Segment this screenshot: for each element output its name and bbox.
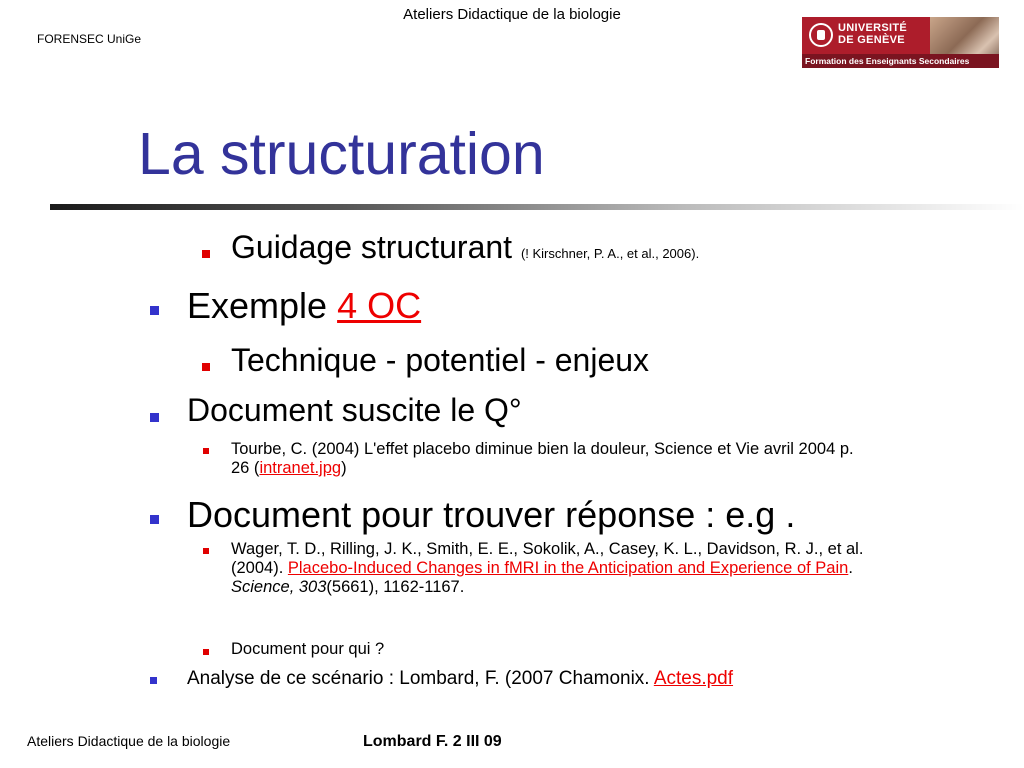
list-item-analyse: Analyse de ce scénario : Lombard, F. (2007 Chamonix. Actes.pdf — [187, 668, 734, 689]
link-4-oc[interactable]: 4 OC — [337, 285, 422, 326]
logo-band-text: Formation des Enseignants Secondaires — [802, 54, 999, 68]
bullet-square-icon — [202, 363, 210, 371]
footer-course-label: Ateliers Didactique de la biologie — [27, 733, 231, 749]
list-item-document-pour-qui: Document pour qui ? — [231, 640, 385, 658]
link-intranet-jpg[interactable]: intranet.jpg — [259, 458, 342, 477]
citation-note: (! Kirschner, P. A., et al., 2006). — [520, 246, 700, 261]
link-actes-pdf[interactable]: Actes.pdf — [653, 668, 734, 689]
bullet-square-icon — [203, 649, 209, 655]
university-logo — [802, 17, 999, 68]
bullet-square-icon — [203, 448, 209, 454]
bullet-square-icon — [150, 306, 159, 315]
reference-wager: Wager, T. D., Rilling, J. K., Smith, E. E., Sokolik, A., Casey, K. L., Davidson, R. J., et al. (2004). Placebo-Induced Changes in fMRI in the Anticipation and Experience of Pain. Science, 303(5661), 1162-1167. — [231, 540, 864, 596]
logo-university-name: UNIVERSITÉ DE GENÈVE — [838, 22, 908, 46]
reference-tourbe: Tourbe, C. (2004) L'effet placebo diminue bien la douleur, Science et Vie avril 2004 p. 26 (intranet.jpg) — [231, 440, 854, 477]
bullet-square-icon — [203, 548, 209, 554]
crest-icon — [809, 23, 833, 47]
bullet-square-icon — [150, 515, 159, 524]
title-divider — [50, 204, 1024, 210]
list-item-document-suscite: Document suscite le Q° — [187, 392, 522, 428]
link-placebo-article[interactable]: Placebo-Induced Changes in fMRI in the Anticipation and Experience of Pain — [287, 558, 849, 577]
bullet-square-icon — [150, 677, 157, 684]
bullet-square-icon — [150, 413, 159, 422]
footer-author-date: Lombard F. 2 III 09 — [363, 733, 502, 750]
list-item-exemple: Exemple 4 OC — [187, 285, 422, 326]
header-org-label: FORENSEC UniGe — [37, 32, 142, 46]
list-item-technique: Technique - potentiel - enjeux — [231, 342, 650, 378]
bullet-square-icon — [202, 250, 210, 258]
slide-title: La structuration — [138, 121, 545, 187]
header-title: Ateliers Didactique de la biologie — [403, 6, 621, 23]
list-item-document-reponse: Document pour trouver réponse : e.g . — [187, 494, 796, 535]
list-item-guidage: Guidage structurant (! Kirschner, P. A., et al., 2006). — [231, 229, 700, 265]
